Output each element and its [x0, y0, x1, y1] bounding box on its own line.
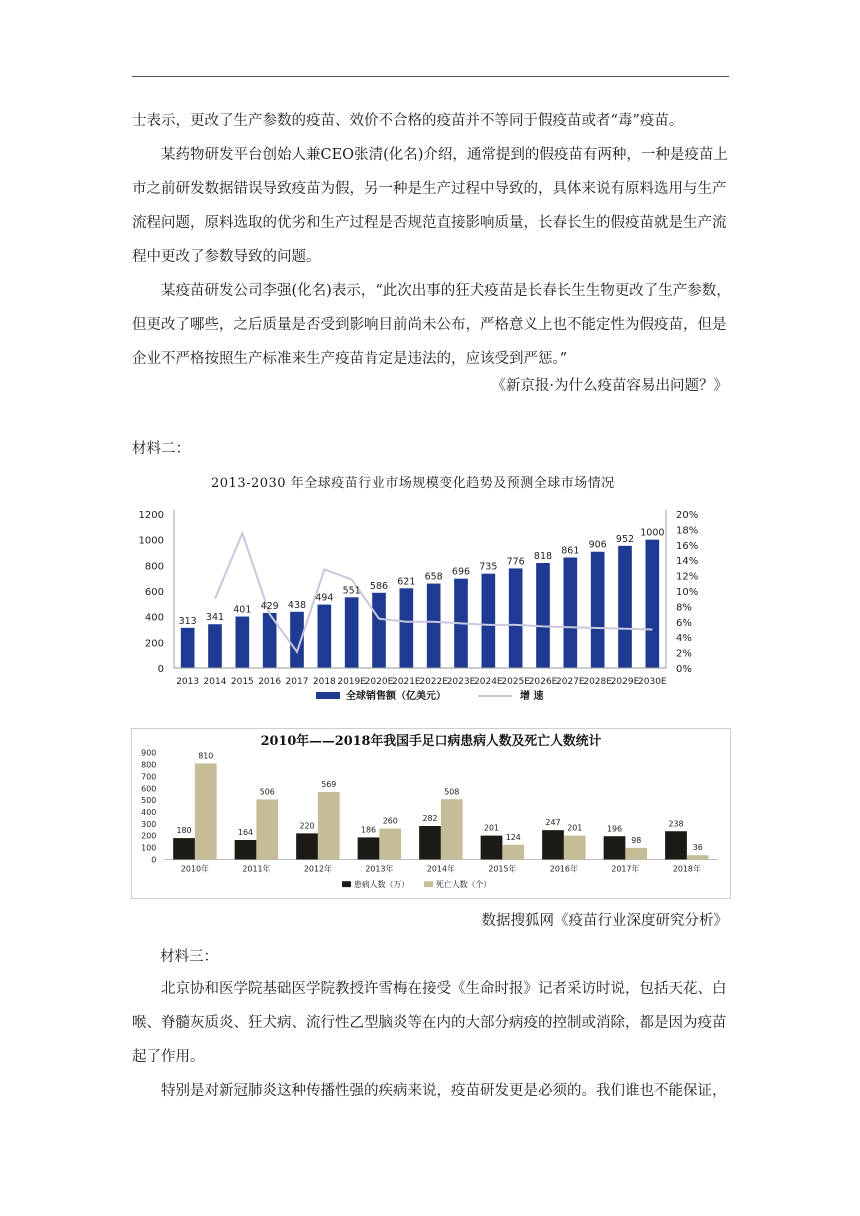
bar-value-label: 506 — [259, 787, 275, 797]
material-3-label: 材料三： — [160, 949, 218, 965]
y2-tick-label: 10% — [676, 587, 699, 598]
paragraph-4: 北京协和医学院基础医学院教授许雪梅在接受《生命时报》记者采访时说，包括天花、白喉、脊髓灰质炎、狂犬病、流行性乙型脑炎等在内的大部分病疫的控制或消除，都是因为疫苗起了作用。 — [132, 981, 727, 1065]
y2-tick-label: 8% — [676, 602, 692, 614]
bar-value-label: 569 — [321, 780, 337, 790]
y2-tick-label: 16% — [676, 540, 699, 552]
bar-cases — [358, 837, 380, 859]
bar-value-label: 98 — [631, 835, 642, 845]
bar-sales — [372, 593, 386, 668]
legend-swatch-deaths — [424, 881, 433, 887]
x-tick-label: 2018 — [312, 677, 336, 687]
y2-tick-label: 0% — [676, 664, 692, 675]
bar-value-label: 247 — [545, 818, 561, 828]
y-tick-label: 800 — [141, 760, 157, 770]
y2-tick-label: 12% — [676, 571, 699, 583]
bar-sales — [482, 574, 496, 668]
x-tick-label: 2010年 — [180, 864, 209, 874]
bar-value-label: 429 — [260, 600, 279, 612]
y-tick-label: 600 — [141, 784, 157, 794]
y-tick-label: 600 — [144, 587, 164, 598]
legend-label-deaths: 死亡人数（个） — [435, 880, 492, 890]
bar-sales — [646, 540, 660, 668]
vaccine-market-chart — [126, 498, 720, 710]
x-tick-label: 2013年 — [365, 864, 394, 874]
bar-deaths — [441, 799, 463, 859]
bar-value-label: 438 — [287, 599, 307, 611]
legend-label-growth: 增 速 — [520, 691, 544, 702]
y-tick-label: 300 — [141, 819, 157, 829]
source-citation-2: 数据搜狐网《疫苗行业深度研究分析》 — [481, 913, 728, 929]
bar-sales — [236, 617, 250, 668]
x-tick-label: 2015年 — [488, 864, 517, 874]
bar-value-label: 586 — [369, 580, 389, 592]
x-tick-label: 2021E — [392, 677, 421, 687]
bar-sales — [208, 624, 222, 668]
bar-value-label: 621 — [397, 576, 416, 588]
bar-cases — [604, 836, 626, 859]
bar-value-label: 810 — [198, 751, 214, 761]
bar-value-label: 36 — [692, 843, 703, 853]
bar-cases — [296, 833, 318, 859]
x-tick-label: 2014年 — [426, 864, 455, 874]
x-tick-label: 2016年 — [549, 864, 578, 874]
bar-deaths — [687, 855, 709, 859]
bar-value-label: 124 — [505, 832, 521, 842]
material-2-label: 材料二： — [132, 441, 190, 457]
bar-value-label: 818 — [533, 551, 553, 563]
source-citation-1: 《新京报·为什么疫苗容易出问题？》 — [491, 378, 728, 394]
x-tick-label: 2018年 — [672, 864, 701, 874]
paragraph-5: 特别是对新冠肺炎这种传播性强的疾病来说，疫苗研发更是必须的。我们谁也不能保证， — [161, 1083, 727, 1099]
bar-deaths — [502, 845, 524, 860]
bar-sales — [400, 588, 414, 668]
y-tick-label: 700 — [141, 772, 157, 782]
y2-tick-label: 6% — [676, 617, 692, 629]
x-tick-label: 2028E — [583, 677, 612, 687]
bar-sales — [618, 546, 632, 668]
y2-tick-label: 4% — [676, 633, 692, 645]
bar-value-label: 776 — [506, 556, 525, 568]
x-tick-label: 2024E — [474, 677, 503, 687]
bar-value-label: 952 — [615, 533, 635, 545]
bar-deaths — [564, 836, 586, 860]
bar-value-label: 401 — [233, 604, 252, 616]
paragraph-1: 士表示，更改了生产参数的疫苗、效价不合格的疫苗并不等同于假疫苗或者“毒”疫苗。 — [132, 113, 684, 129]
bar-cases — [173, 838, 195, 859]
bar-cases — [235, 840, 257, 859]
bar-deaths — [195, 763, 217, 859]
y-tick-label: 100 — [141, 843, 157, 853]
bar-value-label: 201 — [483, 823, 500, 833]
bar-deaths — [379, 829, 401, 860]
bar-sales — [536, 563, 550, 668]
bar-value-label: 201 — [567, 823, 583, 833]
bar-value-label: 696 — [451, 566, 471, 578]
bar-deaths — [625, 848, 647, 860]
bar-value-label: 341 — [205, 612, 225, 624]
x-tick-label: 2014 — [203, 677, 227, 687]
y2-tick-label: 14% — [676, 556, 699, 568]
x-tick-label: 2017 — [285, 677, 309, 687]
x-tick-label: 2027E — [556, 677, 585, 687]
y-tick-label: 200 — [141, 831, 157, 841]
bar-value-label: 220 — [299, 821, 315, 831]
bar-cases — [665, 831, 687, 859]
bar-sales — [591, 552, 605, 668]
x-tick-label: 2019E — [337, 677, 366, 687]
bar-sales — [345, 597, 359, 668]
y2-tick-label: 20% — [676, 510, 699, 521]
bar-value-label: 906 — [588, 539, 607, 551]
y-tick-label: 400 — [144, 612, 164, 624]
x-tick-label: 2013 — [176, 677, 200, 687]
bar-cases — [542, 830, 564, 859]
x-tick-label: 2025E — [501, 677, 530, 687]
bar-value-label: 313 — [178, 615, 197, 627]
x-tick-label: 2023E — [446, 677, 476, 687]
x-tick-label: 2011年 — [242, 864, 271, 874]
y-tick-label: 200 — [144, 638, 164, 650]
y-tick-label: 900 — [141, 748, 157, 758]
bar-value-label: 238 — [668, 819, 684, 829]
y-tick-label: 0 — [157, 664, 164, 675]
bar-value-label: 164 — [237, 828, 254, 838]
bar-value-label: 508 — [444, 787, 460, 797]
y-tick-label: 400 — [141, 807, 157, 817]
chart-2-title: 2010年——2018年我国手足口病患病人数及死亡人数统计 — [260, 733, 602, 749]
legend-label-cases: 患病人数（万） — [353, 880, 410, 890]
bar-sales — [509, 568, 523, 668]
x-tick-label: 2015 — [230, 677, 254, 687]
x-tick-label: 2020E — [364, 677, 394, 687]
bar-value-label: 861 — [561, 545, 580, 557]
bar-sales — [564, 558, 578, 668]
legend-label-sales: 全球销售额（亿美元） — [346, 691, 446, 702]
bar-deaths — [256, 799, 278, 859]
y-tick-label: 0 — [151, 855, 157, 865]
y-tick-label: 1200 — [138, 510, 164, 521]
bar-value-label: 735 — [479, 561, 498, 573]
x-tick-label: 2017年 — [611, 864, 640, 874]
bar-value-label: 186 — [360, 825, 377, 835]
y2-tick-label: 18% — [676, 525, 699, 537]
bar-sales — [427, 584, 441, 668]
y-tick-label: 1000 — [138, 535, 164, 547]
bar-cases — [481, 836, 503, 860]
bar-value-label: 658 — [424, 571, 443, 583]
bar-cases — [419, 826, 441, 859]
x-tick-label: 2022E — [419, 677, 448, 687]
bar-value-label: 282 — [422, 814, 438, 824]
paragraph-2: 某药物研发平台创始人兼CEO张清(化名)介绍，通常提到的假疫苗有两种，一种是疫苗上市之前研发数据错误导致疫苗为假，另一种是生产过程中导致的，具体来说有原料选用与生产流程问题，原料选取的优劣和生产过程是否规范直接影响质量，长春长生的假疫苗就是生产流程中更改了参数导致的问题。 — [132, 147, 728, 265]
bar-sales — [318, 605, 332, 668]
bar-value-label: 551 — [342, 585, 361, 597]
chart-1-title: 2013-2030 年全球疫苗行业市场规模变化趋势及预测全球市场情况 — [211, 476, 615, 491]
x-tick-label: 2030E — [638, 677, 667, 687]
bar-sales — [181, 628, 195, 668]
bar-value-label: 180 — [176, 826, 192, 836]
x-tick-label: 2029E — [610, 677, 640, 687]
bar-value-label: 196 — [606, 824, 623, 834]
legend-swatch-sales — [316, 692, 340, 699]
header-rule — [132, 76, 729, 77]
bar-value-label: 1000 — [640, 527, 665, 539]
x-tick-label: 2016 — [258, 677, 282, 687]
legend-swatch-cases — [342, 881, 351, 887]
x-tick-label: 2012年 — [303, 864, 332, 874]
bar-value-label: 494 — [315, 592, 334, 604]
x-tick-label: 2026E — [528, 677, 558, 687]
bar-deaths — [318, 792, 340, 859]
y2-tick-label: 2% — [676, 648, 692, 660]
bar-value-label: 260 — [382, 816, 398, 826]
hfmd-chart — [131, 728, 731, 899]
y-tick-label: 800 — [144, 561, 164, 573]
paragraph-3: 某疫苗研发公司李强(化名)表示，“此次出事的狂犬疫苗是长春长生生物更改了生产参数，但更改了哪些，之后质量是否受到影响目前尚未公布，严格意义上也不能定性为假疫苗，但是企业不严格按照生产标准来生产疫苗肯定是违法的，应该受到严惩。” — [132, 283, 731, 367]
y-tick-label: 500 — [141, 796, 157, 806]
